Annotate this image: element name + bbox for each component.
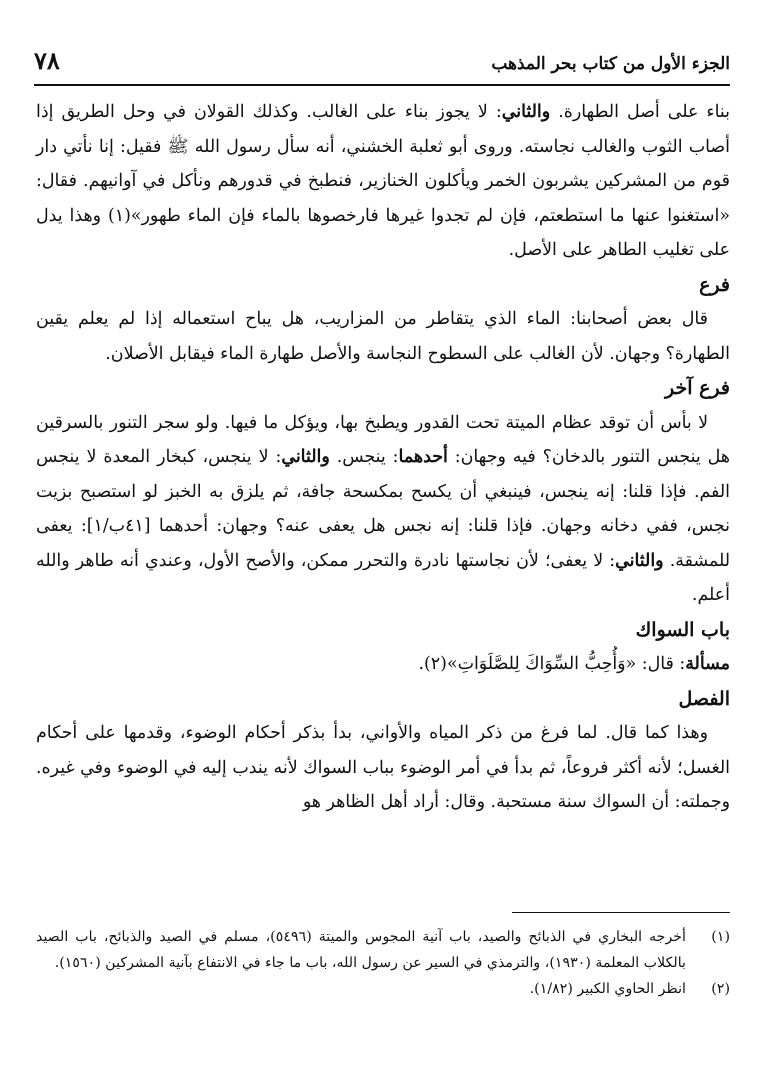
chapter-heading: باب السواك [635,618,730,641]
text-segment: : لا يعفى؛ لأن نجاستها نادرة والتحرر ممكن، والأصح الأول، وعندي أنه طاهر والله أعلم. [36,550,730,605]
main-text [36,95,730,820]
footnotes [36,924,730,1002]
footnote-number: (١) [711,929,730,945]
footnote [36,976,730,1002]
running-title: الجزء الأول من كتاب بحر المذهب [491,54,730,74]
bold-term: أحدهما [398,447,448,467]
section-heading: فرع آخر [664,377,730,399]
page-header [34,44,730,86]
bold-term: والثاني [615,550,664,571]
bold-term: والثاني [281,447,330,467]
footnote-ref: (٢) [424,654,447,674]
page-number: ٧٨ [34,46,60,75]
text-segment: : لا يجوز بناء على الغالب. وكذلك القولان في وحل الطريق إذا أصاب الثوب والغالب نجاسته. وروى أبو ثعلبة الخشني، أنه سأل رسول الله ﷺ فقيل: إنا نأتي دار قوم من المشركين يشربون الخمر ويأكلون الخنازير، فنطبخ في قدورهم ونأكل في آوانيهم. فقال: «استغنوا عنها ما استطعتم، فإن لم تجدوا غيرها فارخصوها بالماء فإن الماء طهور» [36,102,730,226]
section-heading: فرع [699,273,730,296]
footnote-divider [512,912,730,913]
paragraph-4 [36,647,730,682]
footnote-ref: (١) [107,205,131,226]
footnote [36,924,730,976]
section-heading: الفصل [678,687,730,710]
text-segment: وهذا يدل على تغليب الطاهر على الأصل. [36,205,730,260]
footnote-number: (٢) [711,981,730,997]
paragraph-3 [36,406,730,613]
bold-term: مسألة [685,654,730,674]
bold-term: والثاني [501,102,551,122]
text-segment: : لا ينجس، كبخار المعدة لا ينجس الفم. فإذا قلنا: إنه ينجس، فينبغي أن يكسح بمكسحة جافة، ثم يلزق به الخبز لو استصبح بزيت نجس، ففي دخانه وجهان. فإذا قلنا: إنه نجس هل يعفى عنه؟ وجهان: أحدهما [٤١ب/١]: يعفى للمشقة. [36,447,730,571]
text-segment: لا بأس أن توقد عظام الميتة تحت القدور ويطبخ بها، ويؤكل ما فيها. ولو سجر التنور بالسرقين هل ينجس التنور بالدخان؟ فيه وجهان: [36,412,730,467]
footnote-text: انظر الحاوي الكبير (١/٨٢). [529,981,686,997]
text-segment: . [418,654,424,674]
paragraph-2: قال بعض أصحابنا: الماء الذي يتقاطر من المزاريب، هل يباح استعماله إذا لم يعلم يقين الطهارة؟ وجهان. لأن الغالب على السطوح النجاسة والأصل طهارة الماء فيقابل الأصلان. [36,309,730,364]
footnote-text: أخرجه البخاري في الذبائح والصيد، باب آنية المجوس والميتة (٥٤٩٦)، مسلم في الصيد والذبائح، باب الصيد بالكلاب المعلمة (١٩٣٠)، والترمذي في السير عن رسول الله، باب ما جاء في الانتفاع بآنية المشركين (١٥٦٠). [36,929,686,971]
paragraph-1 [36,95,730,268]
text-segment: : قال: «وَأُحِبُّ السِّوَاكَ لِلصَّلَوَاتِ» [446,654,686,674]
paragraph-5: وهذا كما قال. لما فرغ من ذكر المياه والأواني، بدأ بذكر أحكام الوضوء، وقدمها على أحكام الغسل؛ لأنه أكثر فروعاً، ثم بدأ في أمر الوضوء بباب السواك لأنه يندب إليه في الوضوء وفي غيره. وجملته: أن السواك سنة مستحبة. وقال: أراد أهل الظاهر هو [36,723,730,812]
text-segment: بناء على أصل الطهارة. [550,102,730,122]
text-segment: : ينجس. [329,447,399,467]
